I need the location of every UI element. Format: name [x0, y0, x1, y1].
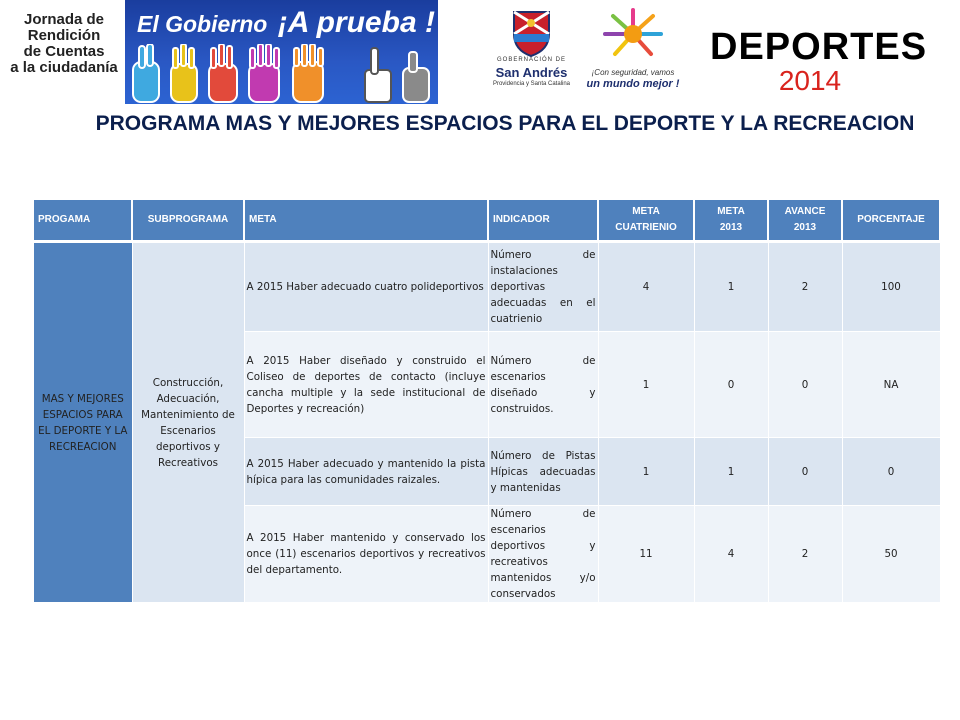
program-table — [34, 200, 941, 603]
jornada-line: a la ciudadanía — [10, 59, 118, 76]
meta-cuatrienio-cell: 11 — [598, 506, 694, 603]
col-header-avance-2013 — [768, 200, 842, 242]
indicador-cell: Número de instalaciones deportivas adecuadas en el cuatrienio — [488, 242, 598, 332]
slogan-line2: un mundo mejor ! — [586, 78, 680, 90]
porcentaje-cell: 100 — [842, 242, 940, 332]
crest-line2: San Andrés — [495, 65, 568, 80]
porcentaje-cell: NA — [842, 332, 940, 438]
banner-text-1: El Gobierno — [137, 11, 268, 37]
avance-2013-cell: 2 — [768, 242, 842, 332]
meta-cell: A 2015 Haber diseñado y construido el Coliseo de deportes de contacto (incluye cancha multiple y la sede institucional de Deportes y recreación) — [244, 332, 488, 438]
meta-2013-cell: 1 — [694, 242, 768, 332]
meta-cuatrienio-cell: 1 — [598, 332, 694, 438]
gobierno-a-prueba-banner — [125, 0, 438, 104]
meta-cell: A 2015 Haber mantenido y conservado los once (11) escenarios deportivos y recreativos del departamento. — [244, 506, 488, 603]
col-header-meta-2013-line1: META — [717, 206, 745, 217]
col-header-meta-cuatrienio-line2: CUATRIENIO — [615, 222, 677, 233]
jornada-line: Rendición — [27, 27, 101, 44]
col-header-meta-2013-line2: 2013 — [719, 222, 743, 233]
crest-line3: Providencia y Santa Catalina — [492, 81, 571, 87]
slogan-line1: ¡Con seguridad, vamos — [591, 68, 675, 77]
avance-2013-cell: 0 — [768, 438, 842, 506]
porcentaje-cell: 0 — [842, 438, 940, 506]
subprograma-cell: Construcción, Adecuación, Mantenimiento de Escenarios deportivos y Recreativos — [132, 242, 244, 603]
banner-text-2: ¡A prueba ! — [277, 6, 435, 39]
col-header-programa: PROGAMA — [34, 200, 132, 242]
crest-line1: GOBERNACIÓN DE — [496, 57, 566, 63]
col-header-porcentaje: PORCENTAJE — [842, 200, 940, 242]
table-header-row — [34, 200, 940, 242]
meta-cell: A 2015 Haber adecuado cuatro polideportivos — [244, 242, 488, 332]
section-title: DEPORTES — [710, 26, 928, 68]
meta-2013-cell: 1 — [694, 438, 768, 506]
indicador-cell: Número de Pistas Hípicas adecuadas y mantenidas — [488, 438, 598, 506]
col-header-avance-2013-line2: 2013 — [793, 222, 817, 233]
avance-2013-cell: 0 — [768, 332, 842, 438]
jornada-line: de Cuentas — [23, 43, 105, 60]
san-andres-crest-icon — [484, 8, 579, 58]
col-header-avance-2013-line1: AVANCE — [784, 206, 826, 217]
banner-title — [137, 6, 435, 40]
table-row — [34, 242, 940, 332]
meta-cuatrienio-cell: 4 — [598, 242, 694, 332]
avance-2013-cell: 2 — [768, 506, 842, 603]
indicador-cell: Número de escenarios deportivos y recreativos mantenidos y/o conservados — [488, 506, 598, 603]
raised-hands-icon — [125, 44, 438, 104]
col-header-meta: META — [244, 200, 488, 242]
page-title: PROGRAMA MAS Y MEJORES ESPACIOS PARA EL DEPORTE Y LA RECREACION — [95, 112, 915, 135]
col-header-meta-2013 — [694, 200, 768, 242]
programa-cell: MAS Y MEJORES ESPACIOS PARA EL DEPORTE Y LA RECREACION — [34, 242, 132, 603]
col-header-meta-cuatrienio-line1: META — [632, 206, 660, 217]
jornada-logo-text — [8, 12, 120, 76]
meta-cuatrienio-cell: 1 — [598, 438, 694, 506]
col-header-meta-cuatrienio — [598, 200, 694, 242]
indicador-cell: Número de escenarios diseñado y construidos. — [488, 332, 598, 438]
sun-figure-logo-icon — [587, 4, 679, 68]
year-label: 2014 — [778, 65, 842, 96]
col-header-subprograma: SUBPROGRAMA — [132, 200, 244, 242]
jornada-line: Jornada de — [23, 11, 105, 28]
meta-2013-cell: 0 — [694, 332, 768, 438]
meta-2013-cell: 4 — [694, 506, 768, 603]
meta-cell: A 2015 Haber adecuado y mantenido la pista hípica para las comunidades raizales. — [244, 438, 488, 506]
porcentaje-cell: 50 — [842, 506, 940, 603]
col-header-indicador: INDICADOR — [488, 200, 598, 242]
